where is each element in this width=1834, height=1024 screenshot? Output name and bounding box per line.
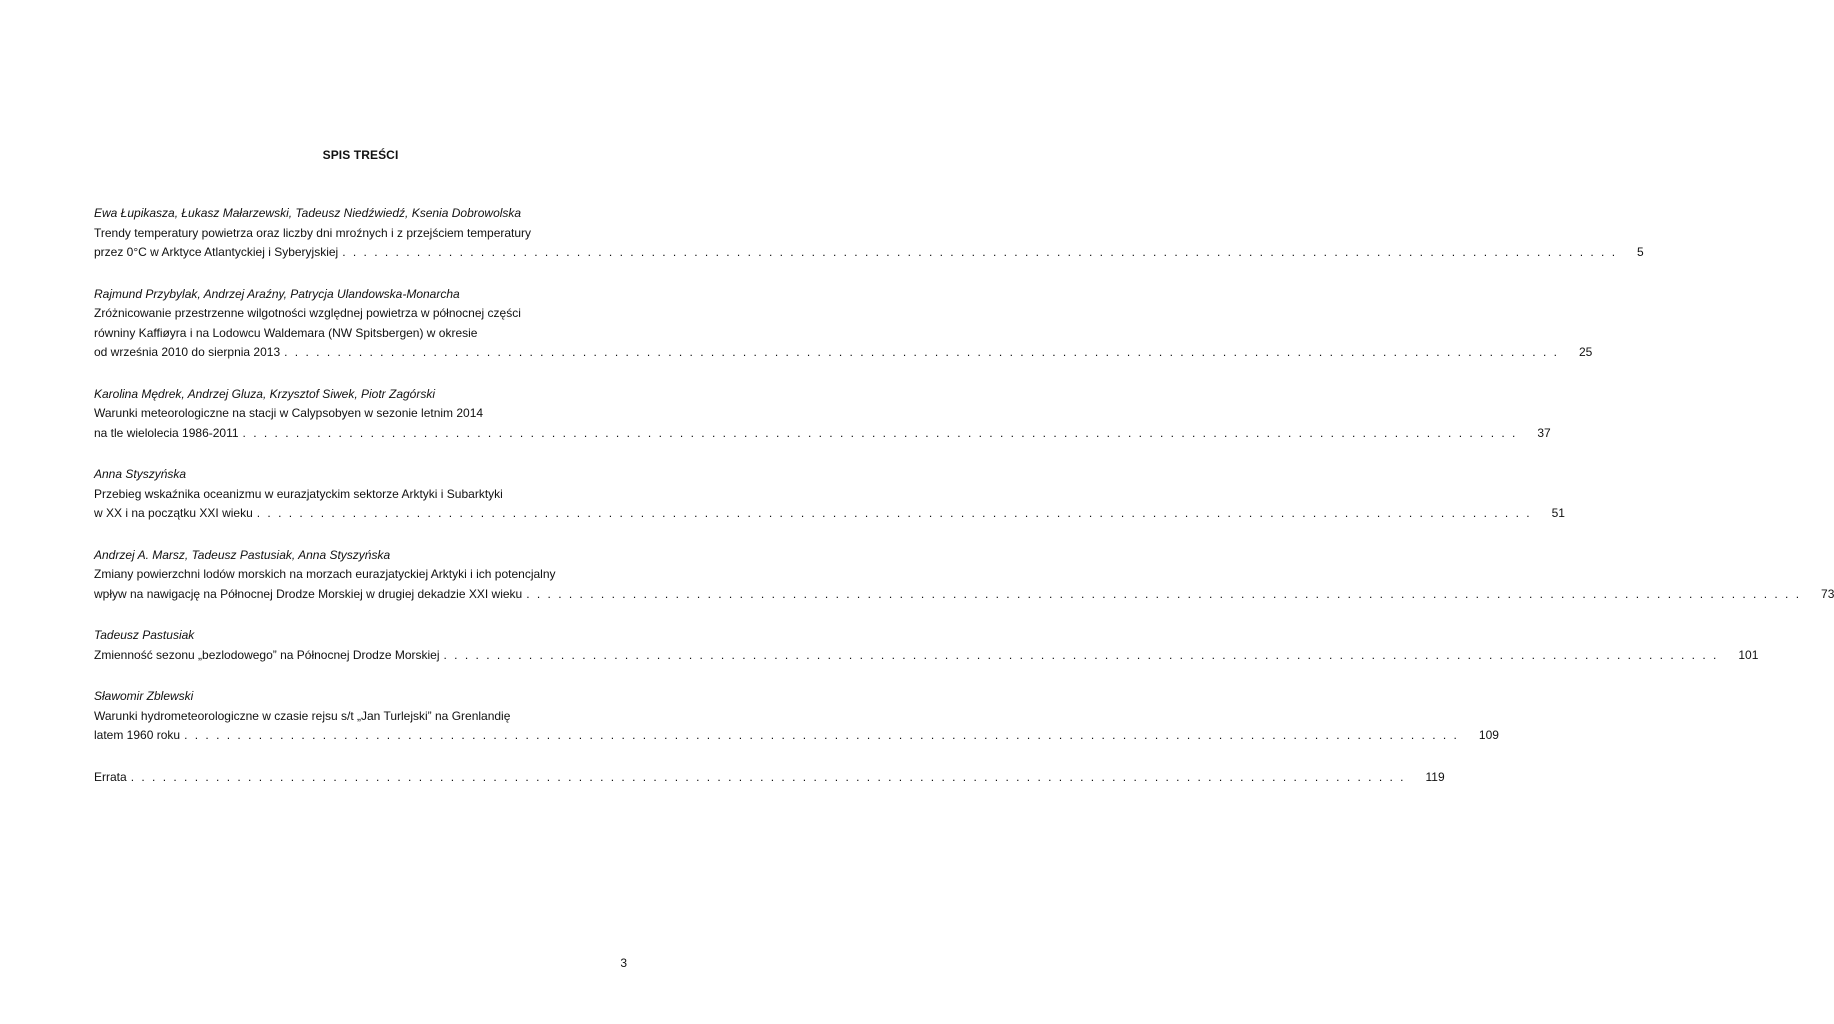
toc-entry: [94, 465, 1565, 524]
toc-entry: [94, 204, 1644, 263]
dot-leader: . . . . . . . . . . . . . . . . . . . . . . . . . . . . . . . . . . . . . . . . . . . . . . . . . . . . . . . . . . . . . . . . . . . . . . . . . . . . . . . . . . . . . . . . . . . . . . . . . . . . . . . . . . . . . . . . . . . . . . . .: [130, 769, 1406, 784]
entry-title-line: Warunki hydrometeorologiczne w czasie rejsu s/t „Jan Turlejski” na Grenlandię: [94, 708, 511, 723]
entry-title-line: Przebieg wskaźnika oceanizmu w eurazjatyckim sektorze Arktyki i Subarktyki: [94, 486, 503, 501]
entry-page-number: 51: [1551, 506, 1565, 520]
entry-final-line: [94, 243, 1644, 263]
entry-title-line: Zróżnicowanie przestrzenne wilgotności względnej powietrza w północnej części: [94, 306, 521, 320]
entry-page-number: 109: [1478, 728, 1499, 742]
dot-leader: . . . . . . . . . . . . . . . . . . . . . . . . . . . . . . . . . . . . . . . . . . . . . . . . . . . . . . . . . . . . . . . . . . . . . . . . . . . . . . . . . . . . . . . . . . . . . . . . . . . . . . . . . . . . . . . . . . . . . . . .: [443, 647, 1719, 662]
toc-entry: [94, 285, 1593, 363]
entry-authors: Tadeusz Pastusiak: [94, 628, 195, 642]
entry-page-number: 73: [1821, 586, 1834, 601]
entry-authors: Anna Styszyńska: [94, 467, 187, 481]
entry-authors: Rajmund Przybylak, Andrzej Araźny, Patrycja Ulandowska-Monarcha: [94, 286, 460, 301]
dot-leader: . . . . . . . . . . . . . . . . . . . . . . . . . . . . . . . . . . . . . . . . . . . . . . . . . . . . . . . . . . . . . . . . . . . . . . . . . . . . . . . . . . . . . . . . . . . . . . . . . . . . . . . . . . . . . . . . . . . . . . . .: [342, 245, 1618, 259]
entry-title-line: wpływ na nawigację na Północnej Drodze Morskiej w drugiej dekadzie XXI wieku: [94, 586, 523, 601]
toc-entry: [94, 687, 1499, 746]
entry-final-line: [94, 726, 1499, 746]
entry-final-line: [94, 343, 1593, 363]
page-title: SPIS TREŚCI: [322, 148, 399, 162]
page-number: 3: [620, 956, 627, 970]
dot-leader: . . . . . . . . . . . . . . . . . . . . . . . . . . . . . . . . . . . . . . . . . . . . . . . . . . . . . . . . . . . . . . . . . . . . . . . . . . . . . . . . . . . . . . . . . . . . . . . . . . . . . . . . . . . . . . . . . . . . . . . .: [526, 586, 1802, 601]
toc-entry: [94, 385, 1551, 444]
entry-authors: Sławomir Zblewski: [94, 689, 194, 703]
entry-title-line: od września 2010 do sierpnia 2013: [94, 345, 281, 359]
entry-authors: Ewa Łupikasza, Łukasz Małarzewski, Tadeusz Niedźwiedź, Ksenia Dobrowolska: [94, 206, 522, 220]
entry-page-number: 5: [1637, 245, 1644, 259]
table-of-contents: [94, 204, 1834, 809]
toc-entry: [94, 768, 1445, 788]
entry-final-line: [94, 504, 1565, 524]
entry-title-line: Warunki meteorologiczne na stacji w Calypsobyen w sezonie letnim 2014: [94, 406, 484, 420]
dot-leader: . . . . . . . . . . . . . . . . . . . . . . . . . . . . . . . . . . . . . . . . . . . . . . . . . . . . . . . . . . . . . . . . . . . . . . . . . . . . . . . . . . . . . . . . . . . . . . . . . . . . . . . . . . . . . . . . . . . . . . . .: [184, 728, 1459, 742]
entry-title-line: Trendy temperatury powietrza oraz liczby dni mroźnych i z przejściem temperatury: [94, 225, 532, 240]
entry-title-line: Zmienność sezonu „bezlodowego” na Północnej Drodze Morskiej: [94, 647, 440, 662]
entry-title-line: na tle wielolecia 1986-2011: [94, 425, 239, 440]
toc-entry: [94, 546, 1834, 605]
toc-entry: [94, 626, 1759, 665]
entry-title-line: przez 0°C w Arktyce Atlantyckiej i Syberyjskiej: [94, 245, 339, 259]
entry-page-number: 119: [1425, 769, 1445, 784]
entry-final-line: [94, 585, 1834, 605]
entry-title-line: równiny Kaffiøyra i na Lodowcu Waldemara (NW Spitsbergen) w okresie: [94, 325, 478, 340]
dot-leader: . . . . . . . . . . . . . . . . . . . . . . . . . . . . . . . . . . . . . . . . . . . . . . . . . . . . . . . . . . . . . . . . . . . . . . . . . . . . . . . . . . . . . . . . . . . . . . . . . . . . . . . . . . . . . . . . . . . . . . . .: [242, 425, 1518, 440]
entry-title-line: w XX i na początku XXI wieku: [94, 506, 253, 520]
entry-final-line: [94, 646, 1759, 666]
entry-final-line: [94, 424, 1551, 444]
entry-page-number: 37: [1537, 425, 1551, 440]
entry-title-line: latem 1960 roku: [94, 728, 181, 742]
entry-final-line: [94, 768, 1445, 788]
dot-leader: . . . . . . . . . . . . . . . . . . . . . . . . . . . . . . . . . . . . . . . . . . . . . . . . . . . . . . . . . . . . . . . . . . . . . . . . . . . . . . . . . . . . . . . . . . . . . . . . . . . . . . . . . . . . . . . . . . . . . . . .: [256, 506, 1532, 520]
dot-leader: . . . . . . . . . . . . . . . . . . . . . . . . . . . . . . . . . . . . . . . . . . . . . . . . . . . . . . . . . . . . . . . . . . . . . . . . . . . . . . . . . . . . . . . . . . . . . . . . . . . . . . . . . . . . . . . . . . . . . . . .: [284, 345, 1559, 359]
entry-page-number: 25: [1578, 345, 1593, 359]
entry-authors: Andrzej A. Marsz, Tadeusz Pastusiak, Anna Styszyńska: [94, 547, 391, 562]
entry-authors: Karolina Mędrek, Andrzej Gluza, Krzysztof Siwek, Piotr Zagórski: [94, 386, 436, 401]
entry-title-line: Zmiany powierzchni lodów morskich na morzach eurazjatyckiej Arktyki i ich potencjalny: [94, 567, 556, 581]
entry-title-line: Errata: [94, 769, 127, 784]
entry-page-number: 101: [1738, 647, 1759, 662]
